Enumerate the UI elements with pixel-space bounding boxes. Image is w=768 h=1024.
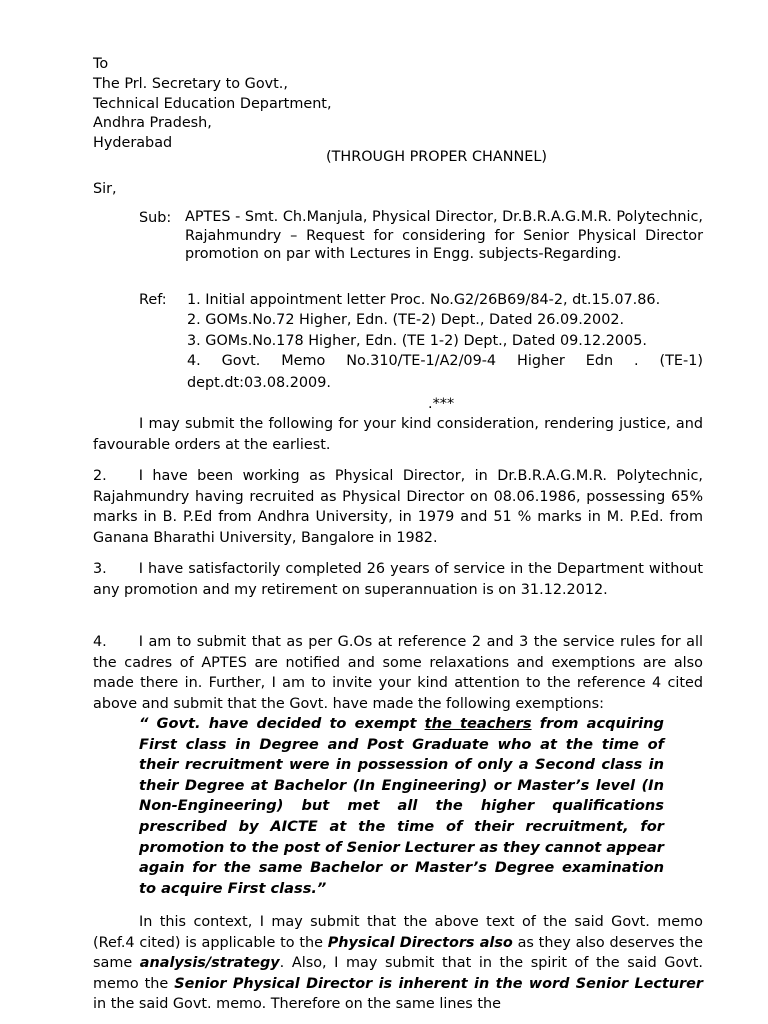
address-line: Technical Education Department, [93,96,332,112]
paragraph-4 [93,632,703,714]
subject-text: APTES - Smt. Ch.Manjula, Physical Director, Dr.B.R.A.G.M.R. Polytechnic, Rajahmundry – Request for considering for Senior Physical Director promotion on par with Lectures in Engg. subjects-Regarding. [185,209,703,262]
reference-item: 3. GOMs.No.178 Higher, Edn. (TE 1-2) Dept., Dated 09.12.2005. [187,333,647,349]
quote-text: “ Govt. have decided to exempt [139,715,425,732]
paragraph-number: 4. [93,634,107,650]
quoted-exemption [139,714,664,899]
reference-item: 2. GOMs.No.72 Higher, Edn. (TE-2) Dept., Dated 26.09.2002. [187,312,625,328]
through-channel: (THROUGH PROPER CHANNEL) [326,149,547,165]
closing-emphasis: Physical Directors also [327,934,513,951]
address-to: To [93,56,109,72]
closing-emphasis: Senior Physical Director is inherent in the word Senior Lecturer [174,975,703,992]
separator: .*** [428,396,455,412]
salutation: Sir, [93,181,117,197]
closing-text: In this context, I may submit that the above text of the said Govt. memo (Ref.4 cited) is applicable to the [93,914,703,951]
quote-text: from acquiring First class in Degree and Post Graduate who at the time of their recruitment were in possession of only a Second class in their Degree at Bachelor (In Engineering) or Master’s level (In Non-Engineering) but met all the higher qualifications prescribed by AICTE at the time of their recruitment, for promotion to the post of Senior Lecturer as they cannot appear again for the same Bachelor or Master’s Degree examination to acquire First class.” [139,715,664,897]
closing-text: . Also, I may submit that in the spirit of the said Govt. memo the [93,955,703,992]
paragraph-2 [93,466,703,548]
address-line: The Prl. Secretary to Govt., [93,76,288,92]
closing-paragraph [93,912,703,1015]
paragraph-number: 2. [93,468,107,484]
paragraph-text: I am to submit that as per G.Os at reference 2 and 3 the service rules for all the cadres of APTES are notified and some relaxations and exemptions are also made there in. Further, I am to invite your kind attention to the reference 4 cited above and submit that the Govt. have made the following exemptions: [93,634,703,712]
address-line: Andhra Pradesh, [93,115,212,131]
reference-item: 1. Initial appointment letter Proc. No.G2/26B69/84-2, dt.15.07.86. [187,292,661,308]
paragraph-text: I have been working as Physical Director, in Dr.B.R.A.G.M.R. Polytechnic, Rajahmundry having recruited as Physical Director on 08.06.1986, possessing 65% marks in B. P.Ed from Andhra University, in 1979 and 51 % marks in M. P.Ed. from Ganana Bharathi University, Bangalore in 1982. [93,468,703,546]
intro-text: I may submit the following for your kind consideration, rendering justice, and favourable orders at the earliest. [93,416,703,453]
address-line: Hyderabad [93,135,173,151]
paragraph-3 [93,559,703,600]
reference-item: 4. Govt. Memo No.310/TE-1/A2/09-4 Higher Edn . (TE-1) [187,353,703,369]
paragraph-number: 3. [93,561,107,577]
paragraph-text: I have satisfactorily completed 26 years of service in the Department without any promotion and my retirement on superannuation is on 31.12.2012. [93,561,703,598]
subject-label: Sub: [139,210,172,226]
closing-emphasis: analysis/strategy [139,955,280,972]
reference-item: dept.dt:03.08.2009. [187,375,331,391]
closing-text: in the said Govt. memo. Therefore on the same lines the [93,996,501,1013]
reference-label: Ref: [139,292,167,308]
quote-underlined: the teachers [424,715,532,732]
closing-text: as they also deserves the same [93,934,704,972]
intro-paragraph [93,414,703,455]
